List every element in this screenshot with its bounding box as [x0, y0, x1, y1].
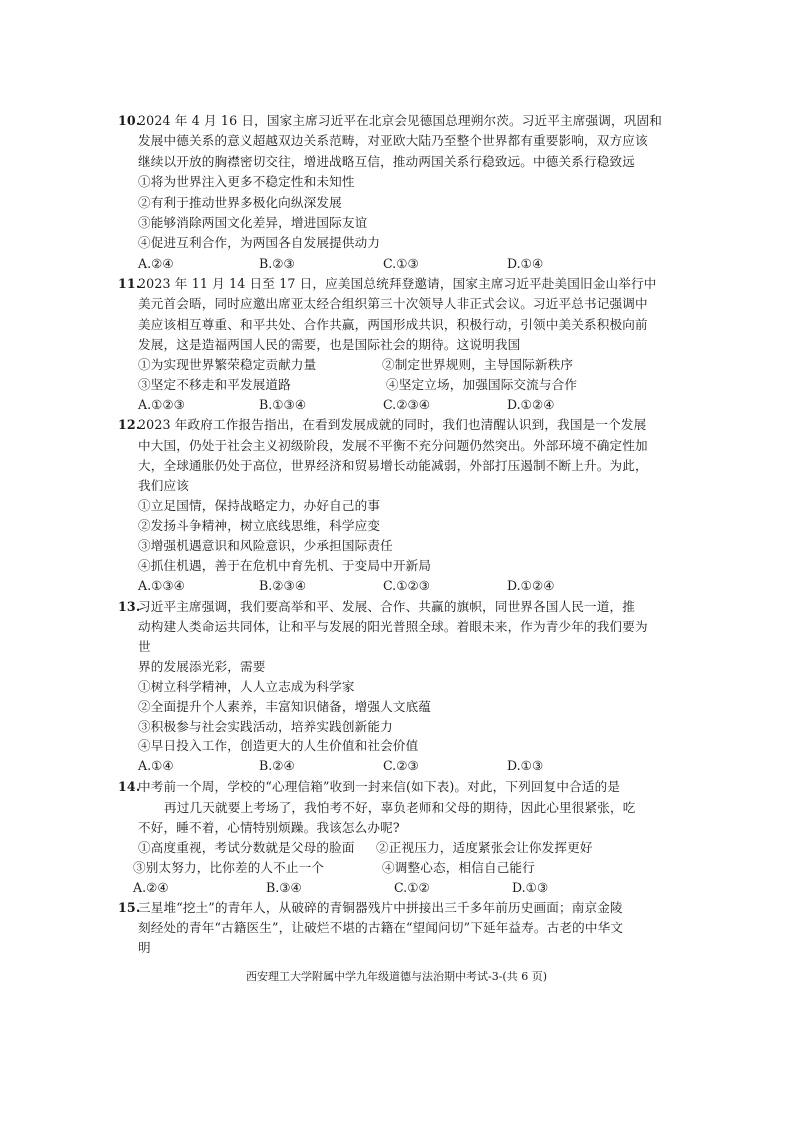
statement-item: ①树立科学精神，人人立志成为科学家	[138, 679, 355, 694]
letter-text-line: 不好，睡不着，心情特别烦躁。我该怎么办呢?	[138, 820, 400, 835]
page-footer: 西安理工大学附属中学九年级道德与法治期中考试-3-(共 6 页)	[245, 970, 547, 983]
statement-item: ①立足国情，保持战略定力，办好自己的事	[138, 498, 381, 513]
letter-text-line: 再过几天就要上考场了，我怕考不好，辜负老师和父母的期待，因此心里很紧张，吃	[164, 800, 636, 815]
question-stem-line: 动构建人类命运共同体，让和平与发展的阳光普照全球。着眼未来，作为青少年的我们要为	[138, 619, 648, 634]
question-stem-line: 2024 年 4 月 16 日，国家主席习近平在北京会见德国总理朔尔茨。习近平主席强调，巩固和	[138, 113, 662, 128]
answer-option-d[interactable]: D.①④	[507, 256, 544, 271]
statement-item: ①为实现世界繁荣稳定贡献力量	[138, 357, 317, 372]
answer-option-b[interactable]: B.②③	[259, 256, 295, 271]
answer-option-a[interactable]: A.①②③	[138, 397, 185, 412]
question-stem-line: 刻经处的青年“古籍医生”，让破烂不堪的古籍在“望闻问切”下延年益寿。古老的中华文	[138, 920, 624, 935]
statement-item: ④早日投入工作，创造更大的人生价值和社会价值	[138, 738, 419, 753]
statement-item: ③增强机遇意识和风险意识，少承担国际责任	[138, 538, 393, 553]
statement-item: ②发扬斗争精神，树立底线思维，科学应变	[138, 518, 381, 533]
answer-option-b[interactable]: B.③④	[266, 880, 302, 895]
statement-item: ②正视压力，适度紧张会让你发挥更好	[376, 840, 593, 855]
answer-option-c[interactable]: C.②③④	[383, 397, 431, 412]
question-stem-line: 2023 年政府工作报告指出，在看到发展成就的同时，我们也清醒认识到，我国是一个发展	[138, 417, 647, 432]
question-number: 14.	[118, 779, 141, 794]
question-stem-line: 发展，这是造福两国人民的需要，也是国际社会的期待。这说明我国	[138, 337, 521, 352]
statement-item: ③坚定不移走和平发展道路	[138, 377, 291, 392]
answer-option-b[interactable]: B.②③④	[259, 578, 307, 593]
statement-item: ②制定世界规则，主导国际新秩序	[382, 357, 574, 372]
question-number: 11.	[118, 276, 141, 291]
answer-option-b[interactable]: B.②④	[259, 758, 295, 773]
question-stem-line: 发展中德关系的意义超越双边关系范畴，对亚欧大陆乃至整个世界都有重要影响，双方应该	[138, 133, 648, 148]
question-stem-line: 中考前一个周，学校的“心理信箱”收到一封来信(如下表)。对此，下列回复中合适的是	[138, 779, 621, 794]
question-stem-line: 美元首会晤，同时应邀出席亚太经合组织第三十次领导人非正式会议。习近平总书记强调中	[138, 296, 648, 311]
answer-option-c[interactable]: C.①②③	[383, 578, 431, 593]
question-stem-line: 中大国，仍处于社会主义初级阶段，发展不平衡不充分问题仍然突出。外部环境不确定性加	[138, 438, 648, 453]
answer-option-a[interactable]: A.①③④	[138, 578, 185, 593]
answer-option-c[interactable]: C.①③	[383, 256, 419, 271]
statement-item: ③别太努力，比你差的人不止一个	[133, 860, 325, 875]
answer-option-a[interactable]: A.②④	[138, 256, 174, 271]
statement-item: ③积极参与社会实践活动，培养实践创新能力	[138, 719, 393, 734]
question-number: 13.	[118, 599, 141, 614]
question-number: 10.	[118, 113, 141, 128]
question-stem-line: 继续以开放的胸襟密切交往，增进战略互信，推动两国关系行稳致远。中德关系行稳致远	[138, 154, 636, 169]
question-number: 15.	[118, 900, 141, 915]
statement-item: ②全面提升个人素养，丰富知识储备，增强人文底蕴	[138, 699, 432, 714]
question-stem-line: 大，全球通胀仍处于高位，世界经济和贸易增长动能减弱，外部打压遏制不断上升。为此，	[138, 458, 648, 473]
statement-item: ④调整心态，相信自己能行	[382, 860, 535, 875]
answer-option-a[interactable]: A.①④	[138, 758, 174, 773]
answer-option-d[interactable]: D.①③	[507, 758, 544, 773]
answer-option-c[interactable]: C.①②	[394, 880, 430, 895]
question-stem-line: 明	[138, 940, 151, 955]
answer-option-d[interactable]: D.①②④	[507, 578, 555, 593]
question-number: 12.	[118, 417, 141, 432]
answer-option-b[interactable]: B.①③④	[259, 397, 307, 412]
statement-item: ③能够消除两国文化差异，增进国际友谊	[138, 215, 368, 230]
answer-option-a[interactable]: A.②④	[133, 880, 169, 895]
answer-option-d[interactable]: D.①③	[512, 880, 549, 895]
question-stem-line: 界的发展添光彩，需要	[138, 659, 266, 674]
question-stem-line: 2023 年 11 月 14 日至 17 日，应美国总统拜登邀请，国家主席习近平赴美国旧金山举行中	[138, 276, 657, 291]
answer-option-c[interactable]: C.②③	[383, 758, 419, 773]
statement-item: ②有利于推动世界多极化向纵深发展	[138, 195, 342, 210]
question-stem-line: 三星堆“挖土”的青年人，从破碎的青铜器残片中拼接出三千多年前历史画面；南京金陵	[138, 900, 623, 915]
question-stem-line: 习近平主席强调，我们要高举和平、发展、合作、共赢的旗帜，同世界各国人民一道，推	[138, 599, 636, 614]
statement-item: ④抓住机遇，善于在危机中育先机、于变局中开新局	[138, 558, 432, 573]
answer-option-d[interactable]: D.①②④	[507, 397, 555, 412]
statement-item: ①将为世界注入更多不稳定性和未知性	[138, 174, 355, 189]
question-stem-line: 世	[138, 639, 151, 654]
statement-item: ④促进互利合作，为两国各自发展提供动力	[138, 235, 381, 250]
question-stem-line: 我们应该	[138, 478, 189, 493]
statement-item: ④坚定立场，加强国际交流与合作	[386, 377, 578, 392]
question-stem-line: 美应该相互尊重、和平共处、合作共赢，两国形成共识，积极行动，引领中美关系积极向前	[138, 317, 648, 332]
statement-item: ①高度重视，考试分数就是父母的脸面	[138, 840, 355, 855]
